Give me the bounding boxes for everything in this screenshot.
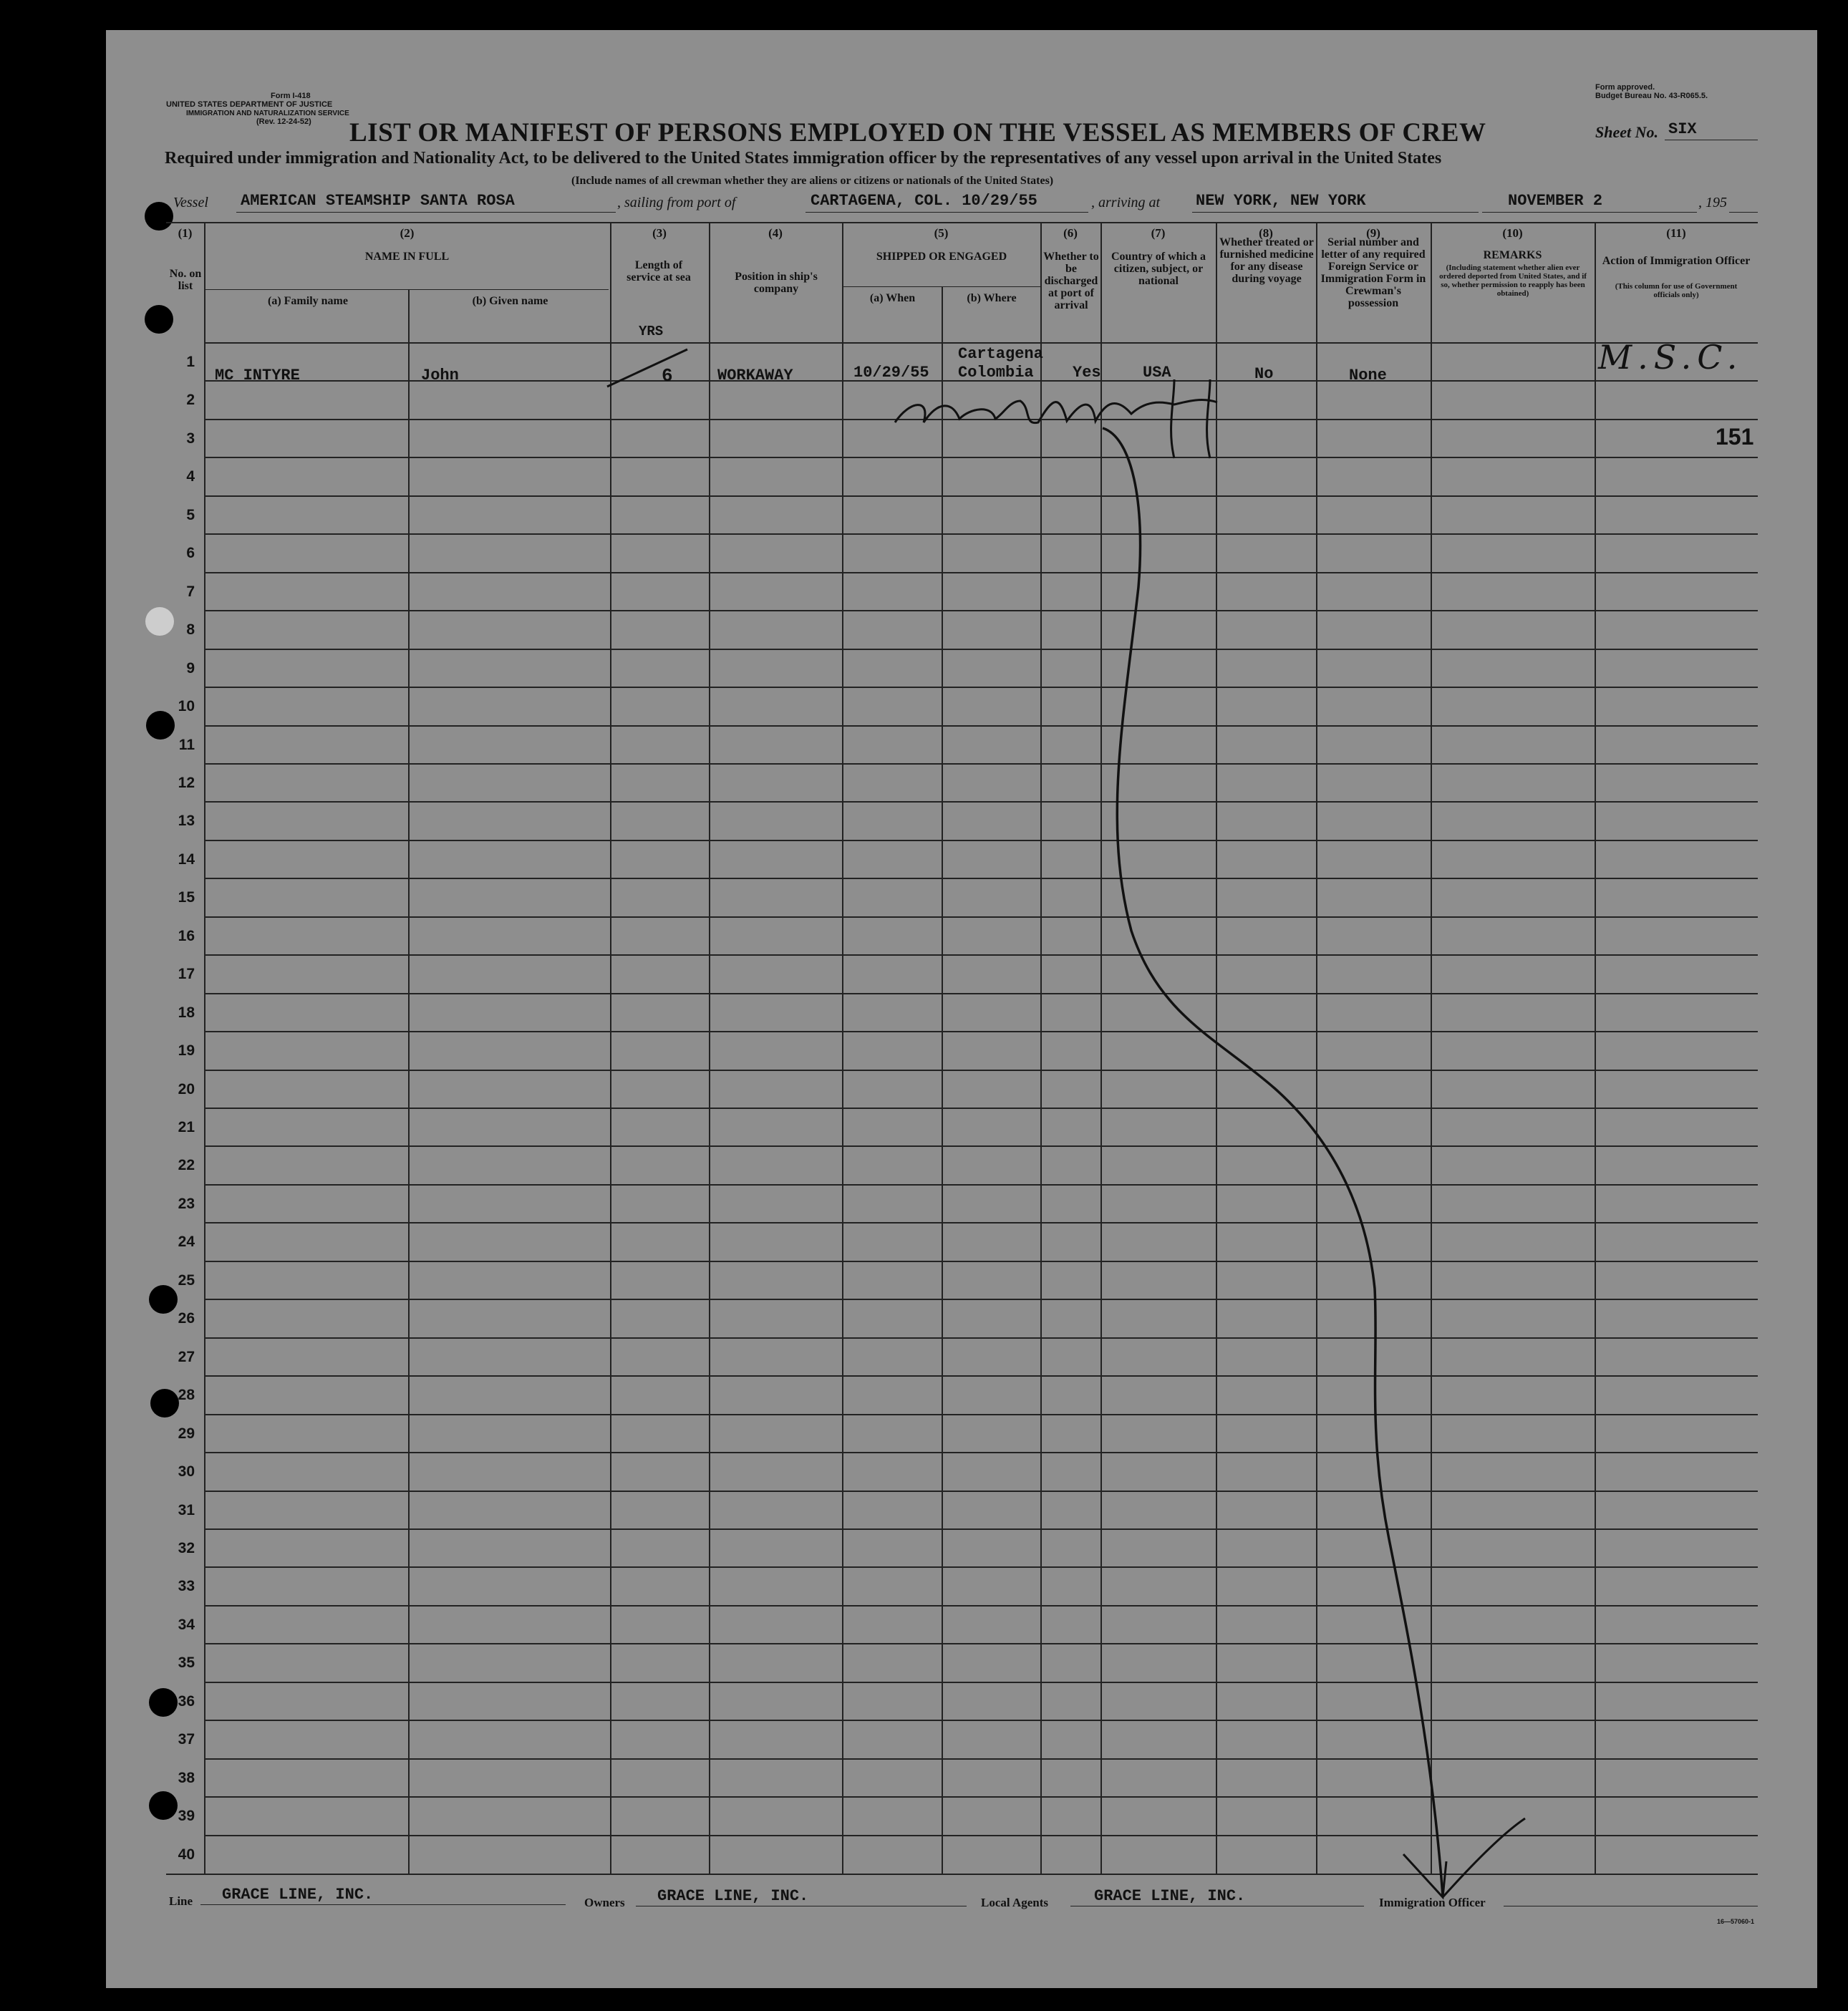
print-code: 16—57060-1 bbox=[1717, 1918, 1755, 1925]
row1-where-1: Cartagena bbox=[958, 345, 1043, 363]
col-10-number: (10) bbox=[1502, 226, 1523, 240]
ditto-arrow-line bbox=[1103, 428, 1443, 1896]
vessel-name: AMERICAN STEAMSHIP SANTA ROSA bbox=[241, 192, 515, 210]
sheet-value: SIX bbox=[1668, 120, 1697, 138]
col-9-number: (9) bbox=[1366, 226, 1380, 240]
row1-length: 6 bbox=[662, 365, 673, 387]
row-number: 7 bbox=[186, 583, 195, 600]
row-number: 10 bbox=[178, 698, 195, 714]
include-note: (Include names of all crewman whether they are aliens or citizens or nationals of the United States) bbox=[571, 175, 1054, 187]
col-3-header: Length of service at sea bbox=[627, 259, 691, 284]
row-number: 18 bbox=[178, 1004, 195, 1021]
row-number: 21 bbox=[178, 1119, 195, 1135]
col-10-header: REMARKS bbox=[1483, 249, 1542, 261]
row-number: 32 bbox=[178, 1540, 195, 1556]
row-number: 11 bbox=[178, 737, 195, 753]
strike-mark bbox=[607, 349, 687, 387]
col-6-header: Whether to be discharged at port of arrival bbox=[1043, 251, 1099, 311]
row-number: 25 bbox=[178, 1272, 195, 1289]
row-number: 17 bbox=[178, 966, 195, 982]
row-number: 4 bbox=[186, 468, 195, 485]
col-2b-header: (b) Given name bbox=[472, 295, 548, 307]
page-title: LIST OR MANIFEST OF PERSONS EMPLOYED ON THE VESSEL AS MEMBERS OF CREW bbox=[349, 118, 1486, 147]
row1-officer-action: M.S.C. bbox=[1598, 338, 1743, 377]
row-number: 23 bbox=[178, 1196, 195, 1212]
line-value: GRACE LINE, INC. bbox=[222, 1886, 374, 1904]
col-8-number: (8) bbox=[1259, 226, 1273, 240]
agents-label: Local Agents bbox=[981, 1896, 1048, 1909]
row-number: 14 bbox=[178, 851, 195, 868]
sailing-port: CARTAGENA, COL. 10/29/55 bbox=[811, 192, 1037, 210]
col-4-header: Position in ship's company bbox=[735, 271, 818, 295]
row-number: 19 bbox=[178, 1042, 195, 1059]
col-10-note: (Including statement whether alien ever ordered deported from United States, and if so, whether permission to reapply has been obtained) bbox=[1439, 263, 1587, 298]
sailing-label: , sailing from port of bbox=[617, 195, 736, 210]
year-suffix: , 195 bbox=[1698, 195, 1727, 210]
col-4-number: (4) bbox=[768, 226, 783, 240]
row-number: 29 bbox=[178, 1425, 195, 1442]
years-label: YRS bbox=[639, 324, 664, 339]
vessel-label: Vessel bbox=[173, 195, 208, 210]
row-number: 3 bbox=[186, 430, 195, 447]
row-number: 2 bbox=[186, 392, 195, 408]
col-5-number: (5) bbox=[934, 226, 949, 240]
col-9-header: Serial number and letter of any required Foreign Service or Immigration Form in Crewman's possession bbox=[1320, 236, 1426, 309]
row1-country: USA bbox=[1143, 364, 1171, 382]
form-number: Form I-418 bbox=[271, 92, 311, 100]
col-5a-header: (a) When bbox=[869, 292, 916, 304]
col-7-header: Country of which a citizen, subject, or national bbox=[1111, 251, 1206, 287]
arriving-port: NEW YORK, NEW YORK bbox=[1196, 192, 1366, 210]
row-number: 24 bbox=[178, 1234, 195, 1250]
row-number: 15 bbox=[178, 889, 195, 906]
sheet-label: Sheet No. bbox=[1595, 123, 1658, 141]
form-approved: Form approved. bbox=[1595, 83, 1655, 92]
row-number: 33 bbox=[178, 1578, 195, 1594]
col-5b-header: (b) Where bbox=[967, 292, 1017, 304]
row-number: 6 bbox=[186, 545, 195, 561]
row-number: 31 bbox=[178, 1502, 195, 1518]
col-2a-header: (a) Family name bbox=[268, 295, 348, 307]
row1-position: WORKAWAY bbox=[717, 367, 793, 384]
row1-where-2: Colombia bbox=[958, 364, 1034, 382]
row-number: 1 bbox=[186, 354, 195, 370]
service-name: IMMIGRATION AND NATURALIZATION SERVICE bbox=[186, 110, 349, 117]
row-number: 9 bbox=[186, 660, 195, 677]
owners-value: GRACE LINE, INC. bbox=[657, 1887, 809, 1905]
row1-discharged: Yes bbox=[1073, 364, 1101, 382]
annotation-number: 151 bbox=[1716, 424, 1754, 450]
row-number: 26 bbox=[178, 1310, 195, 1327]
row-number: 13 bbox=[178, 813, 195, 829]
line-label: Line bbox=[169, 1894, 193, 1908]
row-number: 20 bbox=[178, 1081, 195, 1097]
col-5-header: SHIPPED OR ENGAGED bbox=[876, 251, 1007, 263]
row-number: 36 bbox=[178, 1693, 195, 1710]
row-number: 8 bbox=[186, 621, 195, 638]
col-8-header: Whether treated or furnished medicine for any disease during voyage bbox=[1219, 236, 1314, 285]
col-1-number: (1) bbox=[178, 226, 193, 240]
col-11-number: (11) bbox=[1666, 226, 1686, 240]
row-number: 16 bbox=[178, 928, 195, 944]
arrow-head bbox=[1403, 1818, 1525, 1897]
owners-label: Owners bbox=[584, 1896, 625, 1909]
row-number: 22 bbox=[178, 1157, 195, 1173]
agents-value: GRACE LINE, INC. bbox=[1094, 1887, 1246, 1905]
col-2-header: NAME IN FULL bbox=[364, 251, 450, 263]
col-3-number: (3) bbox=[652, 226, 667, 240]
row-number: 30 bbox=[178, 1463, 195, 1480]
officer-label: Immigration Officer bbox=[1379, 1896, 1486, 1909]
row-number: 27 bbox=[178, 1349, 195, 1365]
row1-given-name: John bbox=[421, 367, 459, 384]
row-number: 5 bbox=[186, 507, 195, 523]
form-revision: (Rev. 12-24-52) bbox=[256, 117, 311, 126]
budget-bureau: Budget Bureau No. 43-R065.5. bbox=[1595, 92, 1708, 100]
row-number: 35 bbox=[178, 1654, 195, 1671]
row1-when: 10/29/55 bbox=[853, 364, 929, 382]
arriving-label: , arriving at bbox=[1091, 195, 1161, 210]
col-11-note: (This column for use of Government officials only) bbox=[1615, 282, 1738, 299]
row1-family-name: MC INTYRE bbox=[215, 367, 300, 384]
col-6-number: (6) bbox=[1063, 226, 1078, 240]
col-7-number: (7) bbox=[1151, 226, 1166, 240]
department-name: UNITED STATES DEPARTMENT OF JUSTICE bbox=[166, 100, 333, 109]
row-number: 39 bbox=[178, 1808, 195, 1824]
row-number: 34 bbox=[178, 1617, 195, 1633]
row-number: 37 bbox=[178, 1731, 195, 1748]
signature-scribble bbox=[895, 379, 1217, 458]
arrival-date: NOVEMBER 2 bbox=[1508, 192, 1603, 210]
row1-treated: No bbox=[1254, 365, 1274, 383]
row-number: 38 bbox=[178, 1770, 195, 1786]
col-11-header: Action of Immigration Officer bbox=[1602, 255, 1751, 267]
row-number: 12 bbox=[178, 775, 195, 791]
col-1-header: No. on list bbox=[169, 268, 202, 292]
col-2-number: (2) bbox=[400, 226, 415, 240]
row1-serial: None bbox=[1349, 367, 1387, 384]
subtitle: Required under immigration and Nationality Act, to be delivered to the United States immigration officer by the representatives of any vessel upon arrival in the United States bbox=[165, 149, 1442, 168]
row-number: 40 bbox=[178, 1846, 195, 1863]
row-number: 28 bbox=[178, 1387, 195, 1403]
